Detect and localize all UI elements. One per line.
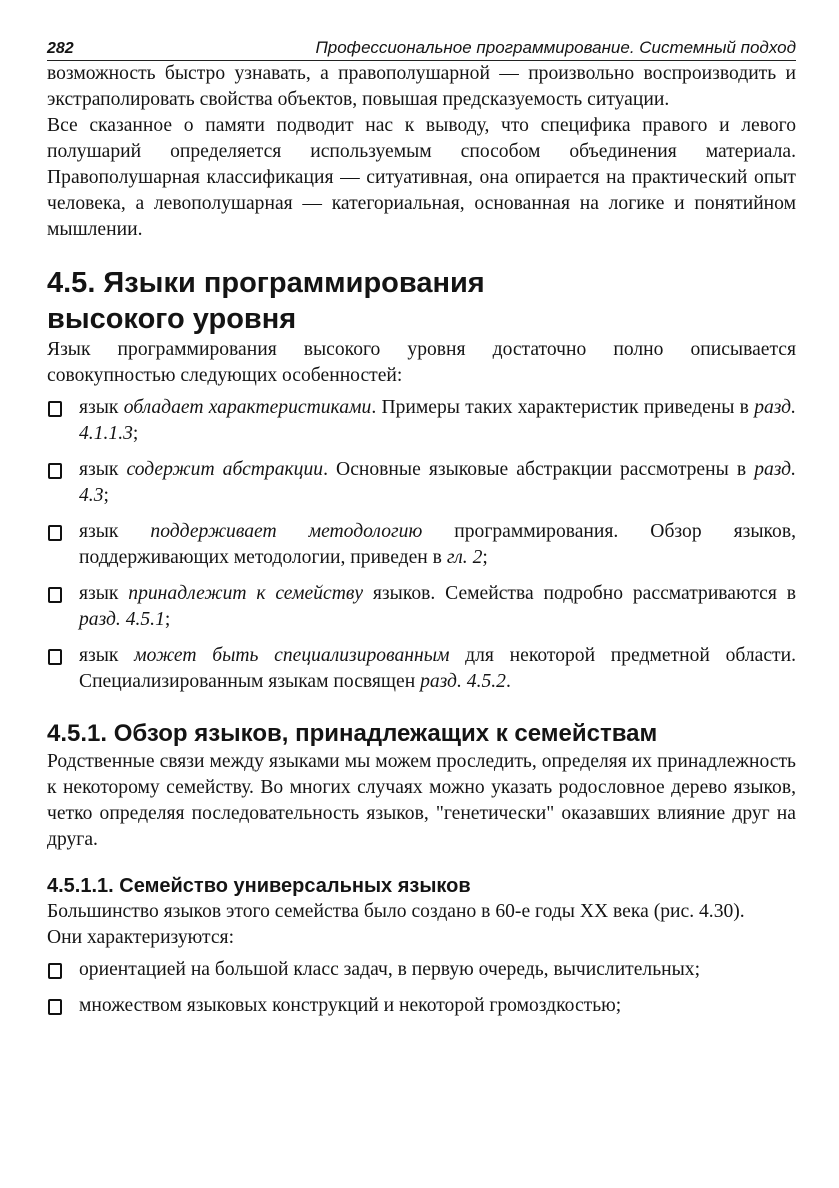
running-head [47, 36, 796, 61]
characteristics-list [47, 957, 796, 1019]
section-heading-4-5-1-1: 4.5.1.1. Семейство универсальных языков [47, 875, 471, 897]
page-number: 282 [47, 40, 74, 57]
checkbox-bullet-icon [48, 525, 62, 541]
section-heading-4-5 [47, 265, 796, 337]
paragraph-continuation: возможность быстро узнавать, а правополушарной — произвольно воспроизводить и экстраполировать свойства объектов, повышая предсказуемость ситуации. [47, 63, 796, 110]
checkbox-bullet-icon [48, 649, 62, 665]
paragraph-memory-conclusion: Все сказанное о памяти подводит нас к выводу, что специфика правого и левого полушарий определяется используемым способом объединения материала. Правополушарная классификация — ситуативная, она опирается на практический опыт человека, а левополушарная — категориальная, основанная на логике и понятийном мышлении. [47, 115, 796, 240]
checkbox-bullet-icon [48, 587, 62, 603]
list-item: ориентацией на большой класс задач, в первую очередь, вычислительных; [47, 957, 796, 983]
list-item: множеством языковых конструкций и некоторой громоздкостью; [47, 993, 796, 1019]
characteristics-lead: Они характеризуются: [47, 927, 235, 948]
section-4-5-1-text: Родственные связи между языками мы можем проследить, определяя их принадлежность к некоторому семейству. Во многих случаях можно указать родословное дерево языков, четко определяя последовательность языков, "генетически" оказавших влияние друг на друга. [47, 751, 796, 850]
section-heading-4-5-1: 4.5.1. Обзор языков, принадлежащих к семействам [47, 720, 658, 747]
list-item: язык содержит абстракции. Основные языковые абстракции рассмотрены в разд. 4.3; [47, 457, 796, 509]
book-page [47, 36, 796, 1029]
section-intro: Язык программирования высокого уровня достаточно полно описывается совокупностью следующих особенностей: [47, 339, 796, 386]
section-heading-line1: 4.5. Языки программирования [47, 267, 485, 299]
list-item: язык принадлежит к семейству языков. Семейства подробно рассматриваются в разд. 4.5.1; [47, 581, 796, 633]
list-item: язык может быть специализированным для некоторой предметной области. Специализированным языкам посвящен разд. 4.5.2. [47, 643, 796, 695]
list-item: язык обладает характеристиками. Примеры таких характеристик приведены в разд. 4.1.1.3; [47, 395, 796, 447]
features-list [47, 395, 796, 695]
checkbox-bullet-icon [48, 999, 62, 1015]
list-item: язык поддерживает методологию программирования. Обзор языков, поддерживающих методологии, приведен в гл. 2; [47, 519, 796, 571]
section-heading-line2: высокого уровня [47, 303, 297, 335]
checkbox-bullet-icon [48, 463, 62, 479]
book-title: Профессиональное программирование. Системный подход [315, 38, 796, 57]
checkbox-bullet-icon [48, 963, 62, 979]
checkbox-bullet-icon [48, 401, 62, 417]
section-4-5-1-1-text: Большинство языков этого семейства было создано в 60-е годы XX века (рис. 4.30). [47, 901, 745, 922]
